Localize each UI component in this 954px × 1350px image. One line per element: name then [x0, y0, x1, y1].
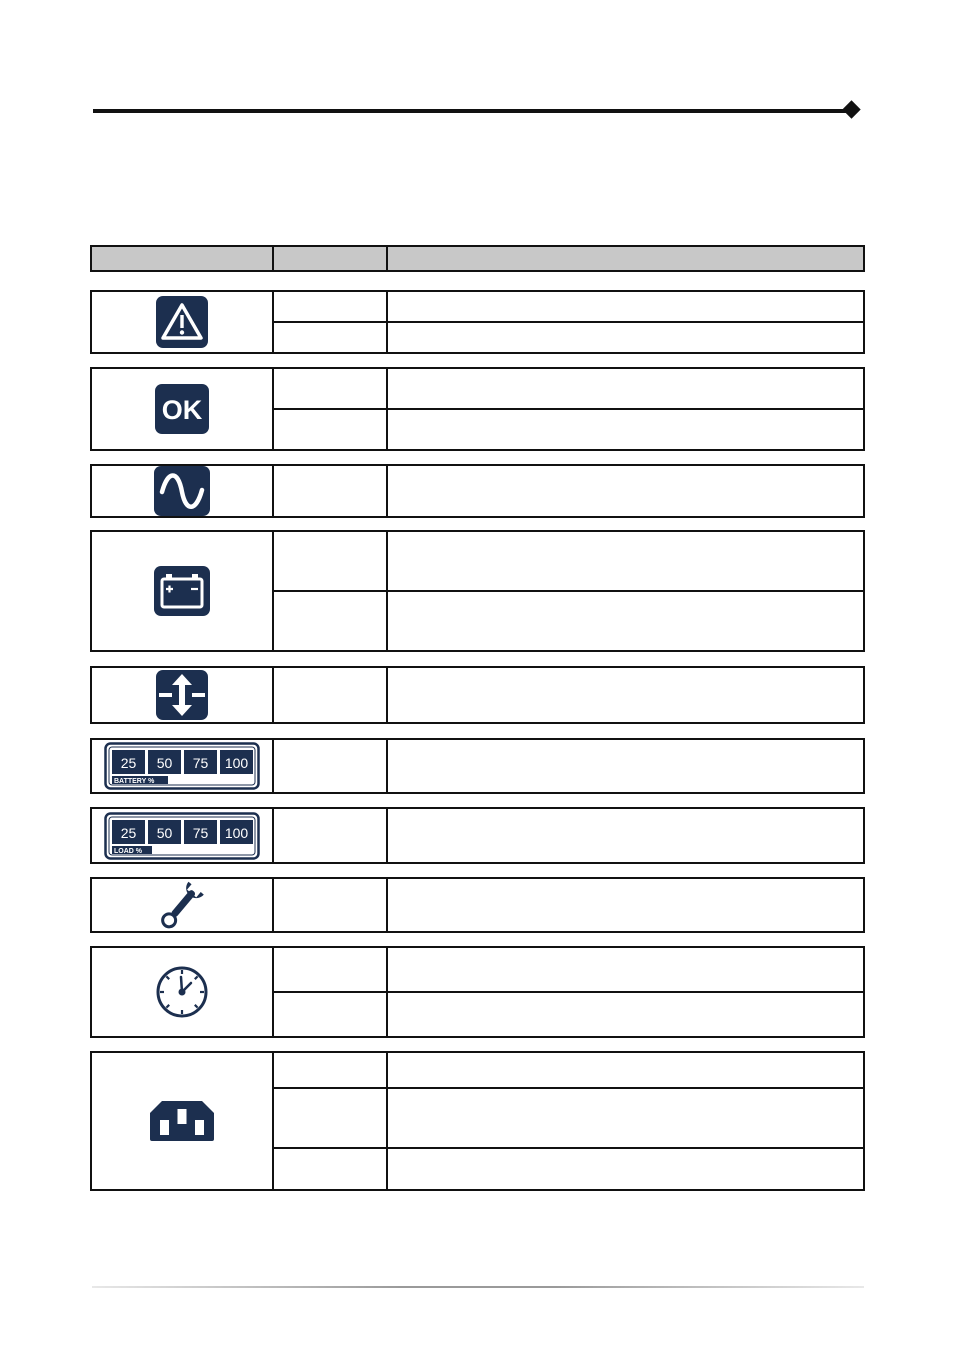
- table-row: [274, 1053, 863, 1087]
- table-row: [274, 321, 863, 352]
- meter-caption: BATTERY %: [114, 778, 155, 785]
- header-description-column: [388, 247, 863, 270]
- wrench-icon: [152, 879, 212, 931]
- icon-cell: [92, 369, 274, 449]
- icon-cell: [92, 1053, 274, 1189]
- icon-cell: [92, 948, 274, 1036]
- icon-cell: [92, 809, 274, 862]
- table-row: [274, 408, 863, 449]
- table-group-warning: [90, 290, 865, 354]
- table-group-ok: [90, 367, 865, 451]
- meter-segment-label: 75: [192, 755, 209, 771]
- ok-icon: [155, 384, 209, 434]
- top-rule: [93, 109, 850, 113]
- outlet-icon: [148, 1099, 216, 1143]
- meter-segment-label: 50: [156, 824, 173, 841]
- table-row: [274, 948, 863, 991]
- table-row: [274, 1147, 863, 1189]
- table-row: [274, 809, 863, 862]
- table-group-timer: [90, 946, 865, 1038]
- icon-cell: [92, 466, 274, 516]
- header-condition-column: [274, 247, 388, 270]
- table-row: [274, 879, 863, 931]
- ok-icon-text: OK: [161, 395, 203, 425]
- timer-icon: [152, 962, 212, 1022]
- meter-segment-label: 100: [224, 755, 249, 771]
- table-group-bypass: [90, 666, 865, 724]
- table-row: [274, 532, 863, 590]
- meter-segment-label: 50: [156, 755, 173, 771]
- table-row: [274, 740, 863, 792]
- table-row: [274, 991, 863, 1036]
- battery-icon: [154, 566, 210, 616]
- table-group-load-level: [90, 807, 865, 864]
- table-group-ac-input: [90, 464, 865, 518]
- bypass-arrows-icon: [156, 670, 208, 720]
- meter-segment-label: 25: [120, 824, 137, 841]
- header-icon-column: [92, 247, 274, 270]
- meter-segment-label: 25: [120, 755, 137, 771]
- icon-cell: [92, 292, 274, 352]
- battery-level-meter-icon: [104, 742, 260, 790]
- table-group-battery: [90, 530, 865, 652]
- footer-rule: [92, 1286, 864, 1288]
- load-level-meter-icon: [104, 812, 260, 860]
- table-group-battery-level: [90, 738, 865, 794]
- table-row: [274, 590, 863, 650]
- table-group-outlet: [90, 1051, 865, 1191]
- meter-caption: LOAD %: [114, 847, 142, 855]
- table-row: [274, 466, 863, 516]
- warning-icon: [156, 296, 208, 348]
- table-row: [274, 668, 863, 722]
- top-rule-diamond: [842, 100, 860, 118]
- meter-segment-label: 100: [224, 824, 249, 841]
- icon-cell: [92, 879, 274, 931]
- icon-cell: [92, 668, 274, 722]
- table-header: [90, 245, 865, 272]
- ac-wave-icon: [154, 466, 210, 516]
- table-row: [274, 292, 863, 321]
- table-row: [274, 369, 863, 408]
- icon-cell: [92, 740, 274, 792]
- meter-segment-label: 75: [192, 824, 209, 841]
- table-row: [274, 1087, 863, 1147]
- table-group-fault: [90, 877, 865, 933]
- icon-cell: [92, 532, 274, 650]
